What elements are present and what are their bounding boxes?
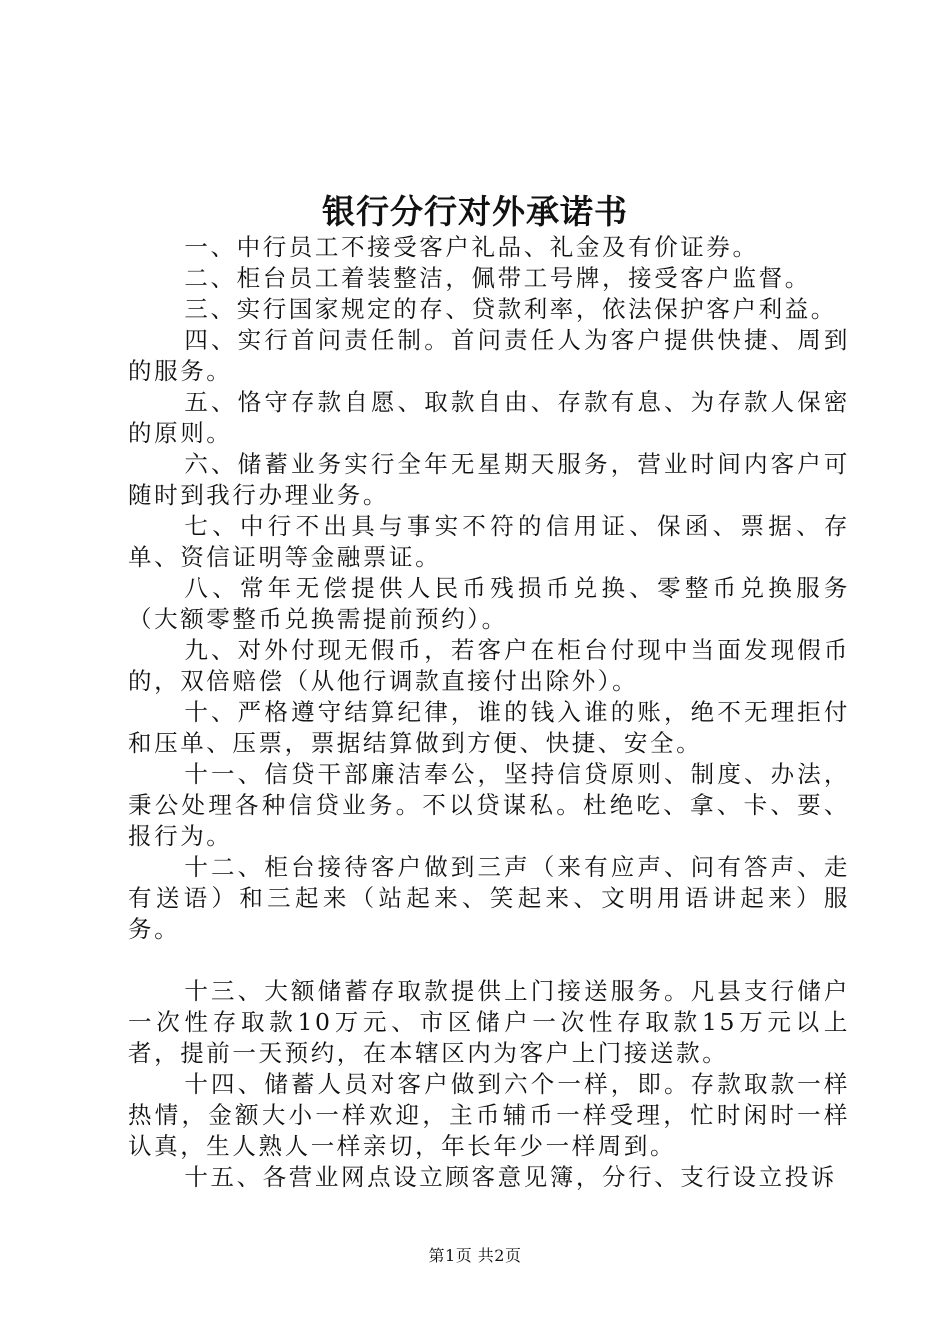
paragraph-1: 一、中行员工不接受客户礼品、礼金及有价证券。: [184, 233, 759, 261]
paragraph-7: 七、中行不出具与事实不符的信用证、保函、票据、存单、资信证明等金融票证。: [128, 512, 850, 571]
document-title: 银行分行对外承诺书: [322, 192, 628, 231]
document-body: [128, 232, 850, 1193]
paragraph-4: 四、实行首问责任制。首问责任人为客户提供快捷、周到的服务。: [128, 326, 850, 385]
paragraph-14: 十四、储蓄人员对客户做到六个一样，即。存款取款一样热情，金额大小一样欢迎，主币辅币一样受理，忙时闲时一样认真，生人熟人一样亲切，年长年少一样周到。: [128, 1070, 850, 1160]
paragraph-11: 十一、信贷干部廉洁奉公，坚持信贷原则、制度、办法，秉公处理各种信贷业务。不以贷谋私。杜绝吃、拿、卡、要、报行为。: [128, 760, 850, 850]
paragraph-5: 五、恪守存款自愿、取款自由、存款有息、为存款人保密的原则。: [128, 388, 850, 447]
paragraph-12: 十二、柜台接待客户做到三声（来有应声、问有答声、走有送语）和三起来（站起来、笑起来、文明用语讲起来）服务。: [128, 853, 850, 943]
paragraph-2: 二、柜台员工着装整洁，佩带工号牌，接受客户监督。: [184, 264, 811, 292]
paragraph-8: 八、常年无偿提供人民币残损币兑换、零整币兑换服务（大额零整币兑换需提前预约）。: [128, 574, 850, 633]
paragraph-9: 九、对外付现无假币，若客户在柜台付现中当面发现假币的，双倍赔偿（从他行调款直接付出除外）。: [128, 636, 850, 695]
paragraph-3: 三、实行国家规定的存、贷款利率，依法保护客户利益。: [184, 295, 837, 323]
page-footer: 第1页 共2页: [428, 1246, 522, 1265]
paragraph-6: 六、储蓄业务实行全年无星期天服务，营业时间内客户可随时到我行办理业务。: [128, 450, 850, 509]
paragraph-15: 十五、各营业网点设立顾客意见簿，分行、支行设立投诉: [184, 1163, 837, 1191]
paragraph-10: 十、严格遵守结算纪律，谁的钱入谁的账，绝不无理拒付和压单、压票，票据结算做到方便、快捷、安全。: [128, 698, 850, 757]
paragraph-13: 十三、大额储蓄存取款提供上门接送服务。凡县支行储户一次性存取款10万元、市区储户一次性存取款15万元以上者，提前一天预约，在本辖区内为客户上门接送款。: [128, 977, 850, 1067]
